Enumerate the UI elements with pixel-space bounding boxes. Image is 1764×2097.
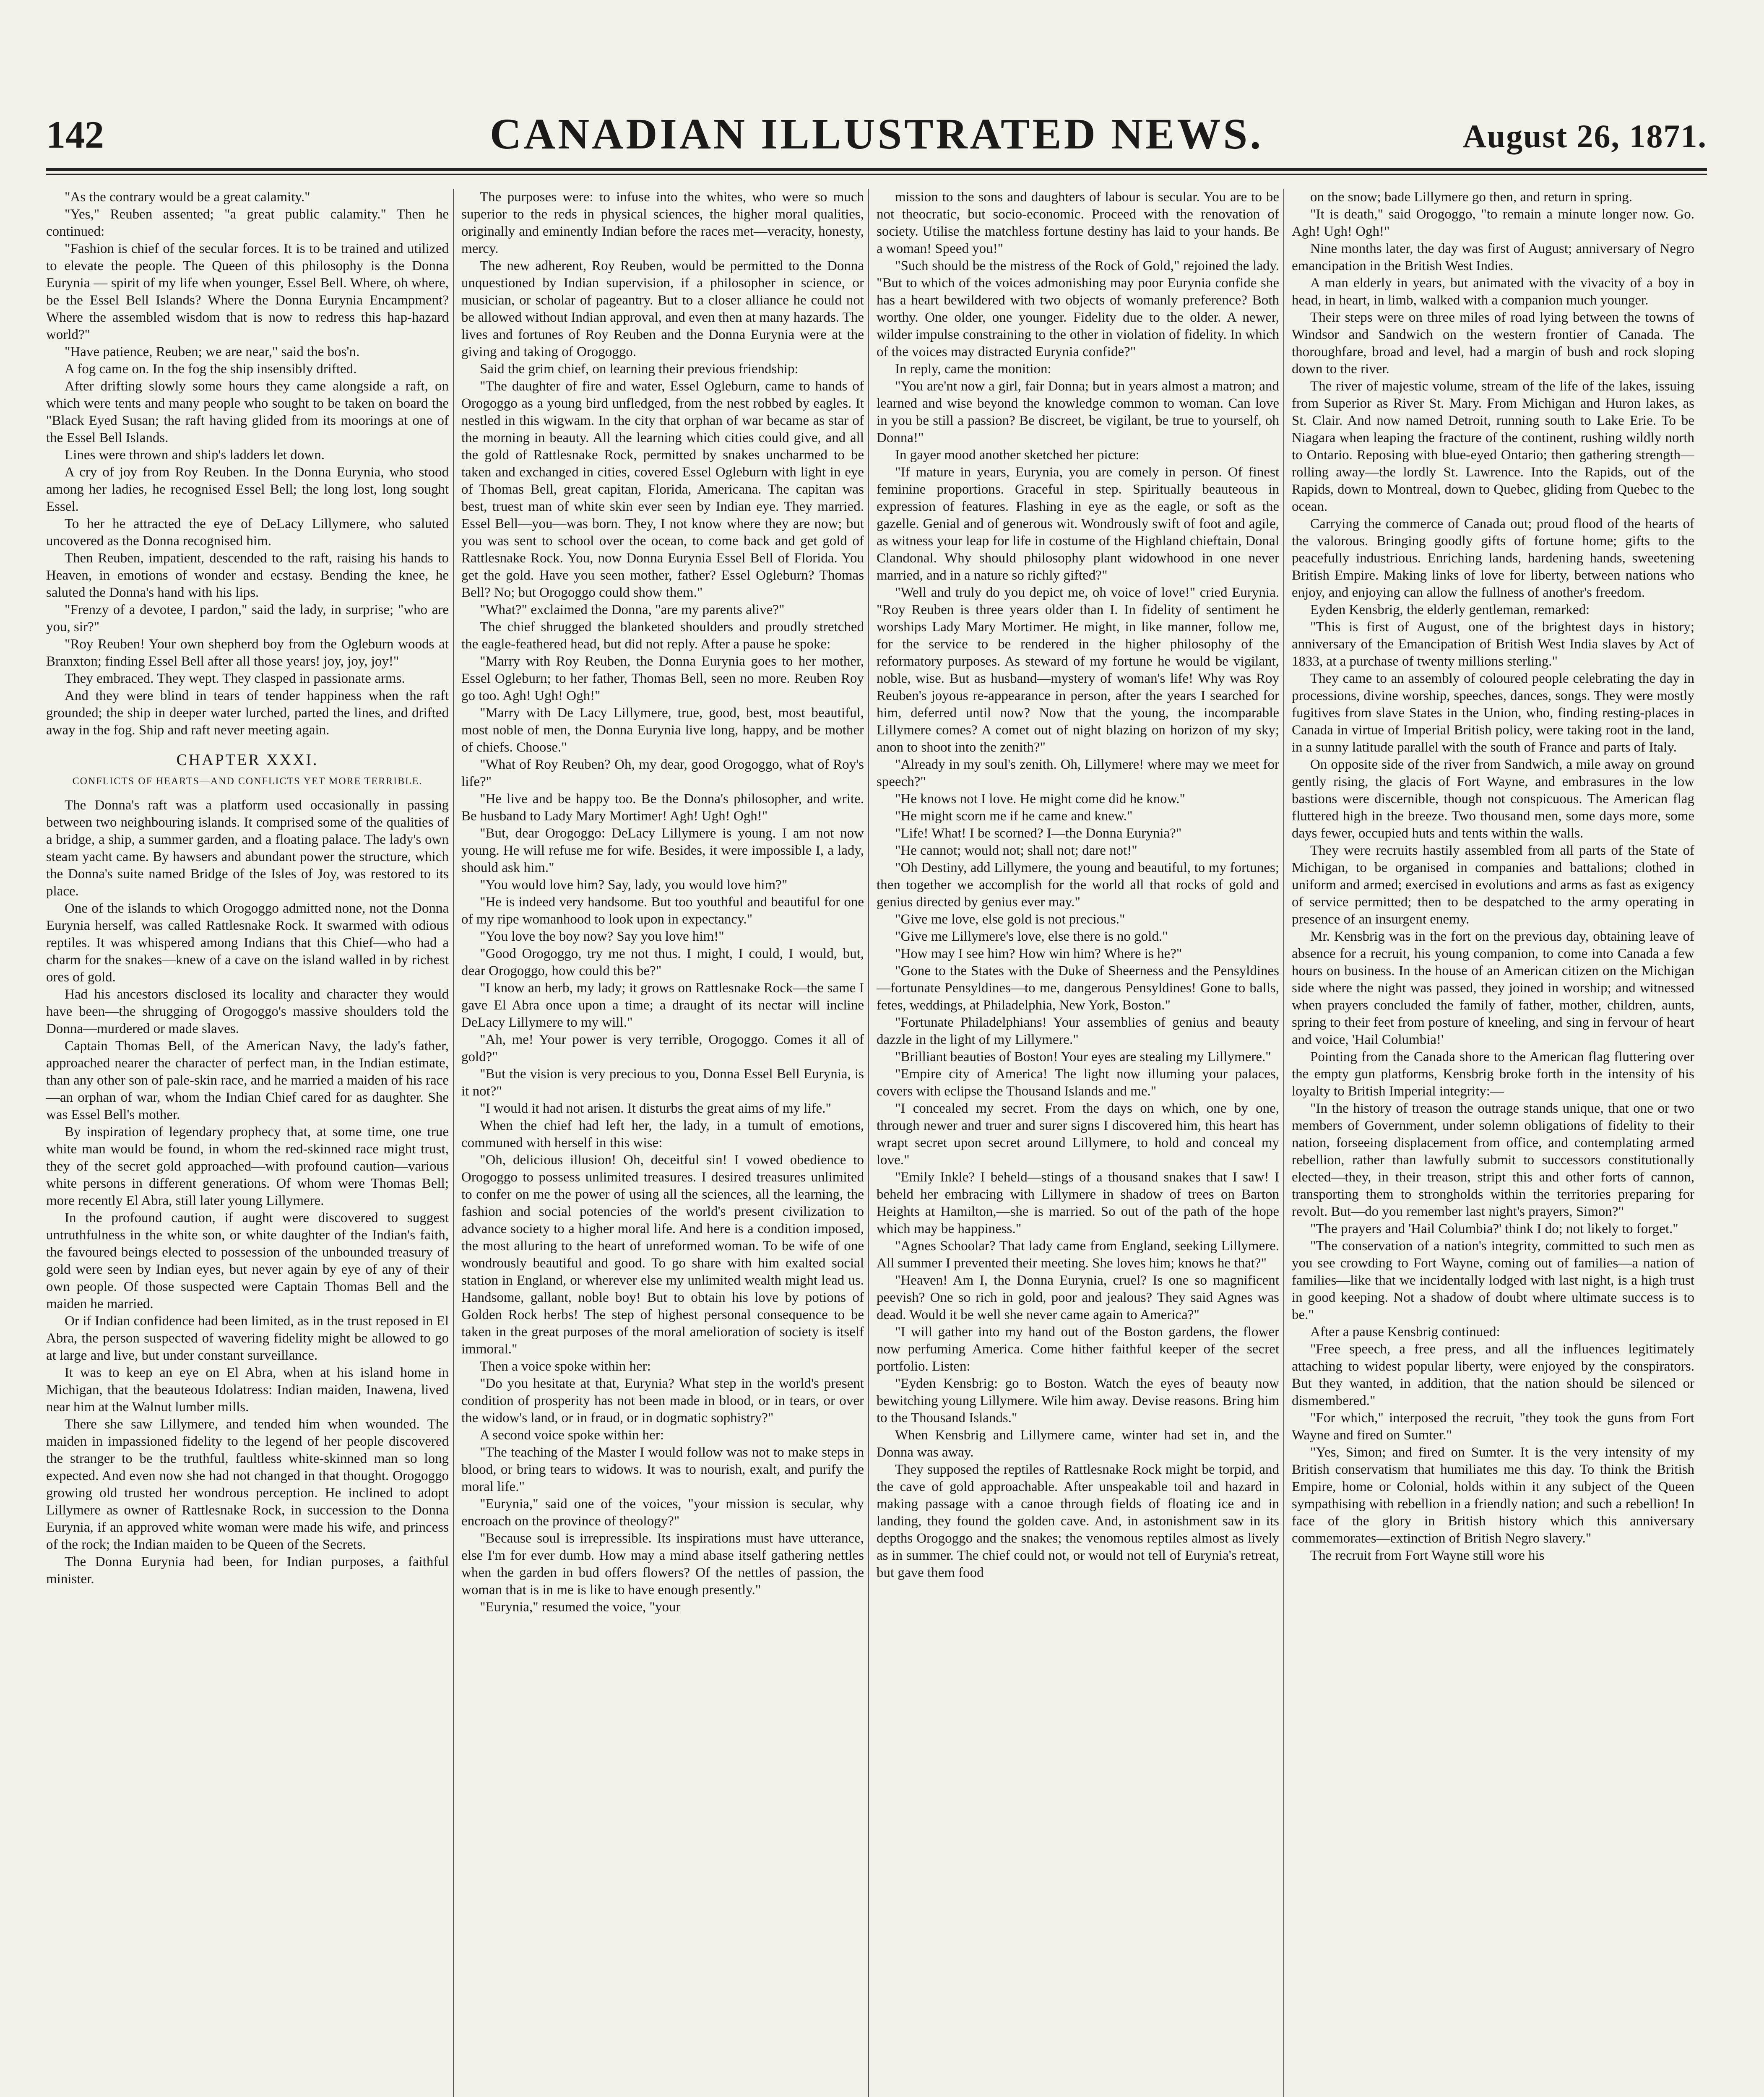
article-paragraph: "You would love him? Say, lady, you would love him?": [480, 877, 788, 892]
article-paragraph: "You love the boy now? Say you love him!": [480, 929, 724, 944]
article-paragraph: "Free speech, a free press, and all the influences legitimately attaching to widest popular liberty, were enjoyed by the conspirators. But they wanted, in addition, that the nation should be silenced or dismembered.": [1292, 1342, 1694, 1408]
article-paragraph: A cry of joy from Roy Reuben. In the Donna Eurynia, who stood among her ladies, he recognised Essel Bell; the long lost, long sought Essel.: [46, 465, 449, 514]
article-paragraph: "Oh Destiny, add Lillymere, the young and beautiful, to my fortunes; then together we accomplish for the world all that rocks of gold and genius directed by genius ever may.": [877, 860, 1279, 910]
article-paragraph: "Frenzy of a devotee, I pardon," said the lady, in surprise; "who are you, sir?": [46, 602, 449, 635]
article-paragraph: "Good Orogoggo, try me not thus. I might, I could, I would, but, dear Orogoggo, how could this be?": [461, 946, 864, 978]
article-paragraph: The Donna's raft was a platform used occasionally in passing between two neighbouring islands. It comprised some of the qualities of a bridge, a ship, a summer garden, and a floating palace. The lady's own steam yacht came. By hawsers and abundant power the structure, which the Donna's suite named Bridge of the Isles of Joy, was restored to its place.: [46, 798, 449, 899]
article-paragraph: mission to the sons and daughters of labour is secular. You are to be not theocratic, but socio-economic. Proceed with the renovation of society. Utilise the matchless fortune destiny has laid to your hands. Be a woman! Speed you!": [877, 190, 1279, 256]
article-paragraph: "Yes," Reuben assented; "a great public calamity." Then he continued:: [46, 207, 449, 239]
article-paragraph: "Marry with De Lacy Lillymere, true, good, best, most beautiful, most noble of men, the Donna Eurynia live long, happy, and be mother of chiefs. Choose.": [461, 705, 864, 755]
article-paragraph: When Kensbrig and Lillymere came, winter had set in, and the Donna was away.: [877, 1428, 1279, 1460]
article-paragraph: A man elderly in years, but animated with the vivacity of a boy in head, in heart, in limb, walked with a companion much younger.: [1292, 276, 1694, 308]
article-paragraph: After drifting slowly some hours they came alongside a raft, on which were tents and many people who sought to be taken on board the "Black Eyed Susan; the raft having glided from its moorings at one of the Essel Bell Islands.: [46, 379, 449, 445]
article-paragraph: A fog came on. In the fog the ship insensibly drifted.: [65, 362, 357, 377]
article-paragraph: "Heaven! Am I, the Donna Eurynia, cruel? Is one so magnificent peevish? One so rich in gold, poor and jealous? They said Agnes was dead. Would it be well she never came again to America?": [877, 1273, 1279, 1322]
article-paragraph: "Eyden Kensbrig: go to Boston. Watch the eyes of beauty now bewitching young Lillymere. Wile him away. Devise reasons. Bring him to the Thousand Islands.": [877, 1376, 1279, 1426]
article-paragraph: "You are'nt now a girl, fair Donna; but in years almost a matron; and learned and wise beyond the knowledge common to woman. Can love in you be still a passion? Be discreet, be vigilant, be true to yourself, oh Donna!": [877, 379, 1279, 445]
article-paragraph: "Emily Inkle? I beheld—stings of a thousand snakes that I saw! I beheld her embracing with Lillymere in shadow of trees on Barton Heights at Hamilton,—she is married. So out of the path of the hope which may be happiness.": [877, 1170, 1279, 1236]
article-paragraph: By inspiration of legendary prophecy that, at some time, one true white man would be found, in whom the red-skinned race might trust, they of the secret gold approached—with profound caution—various white persons in different generations. Of whom were Thomas Bell; more recently El Abra, still later young Lillymere.: [46, 1124, 449, 1208]
issue-date: August 26, 1871.: [1462, 118, 1707, 154]
article-paragraph: "He cannot; would not; shall not; dare not!": [895, 843, 1137, 858]
article-paragraph: "Eurynia," resumed the voice, "your: [480, 1600, 681, 1615]
article-paragraph: on the snow; bade Lillymere go then, and return in spring.: [1310, 190, 1632, 205]
article-paragraph: It was to keep an eye on El Abra, when at his island home in Michigan, that the beauteous Idolatress: Indian maiden, Inawena, lived near him at the Walnut lumber mills.: [46, 1365, 449, 1415]
article-paragraph: "Already in my soul's zenith. Oh, Lillymere! where may we meet for speech?": [877, 757, 1279, 789]
article-paragraph: "Give me Lillymere's love, else there is no gold.": [895, 929, 1168, 944]
article-paragraph: "Ah, me! Your power is very terrible, Orogoggo. Comes it all of gold?": [461, 1032, 864, 1064]
article-paragraph: "Marry with Roy Reuben, the Donna Eurynia goes to her mother, Essel Ogleburn; to her father, Thomas Bell, seen no more. Reuben Roy go too. Agh! Ugh! Ogh!": [461, 654, 864, 703]
article-paragraph: "I concealed my secret. From the days on which, one by one, through newer and truer and surer signs I discovered him, this heart has wrapt secret upon secret around Lillymere, to hold and conceal my love.": [877, 1101, 1279, 1168]
article-paragraph: "Empire city of America! The light now illuming your palaces, covers with eclipse the Thousand Islands and me.": [877, 1067, 1279, 1099]
article-paragraph: To her he attracted the eye of DeLacy Lillymere, who saluted uncovered as the Donna recognised him.: [46, 516, 449, 549]
article-paragraph: "But the vision is very precious to you, Donna Essel Bell Eurynia, is it not?": [461, 1067, 864, 1099]
article-paragraph: Said the grim chief, on learning their previous friendship:: [480, 362, 799, 377]
column-4-body: [1292, 189, 1694, 1564]
masthead-title: CANADIAN ILLUSTRATED NEWS.: [489, 110, 1264, 158]
article-paragraph: "Brilliant beauties of Boston! Your eyes are stealing my Lillymere.": [895, 1049, 1271, 1064]
article-paragraph: A second voice spoke within her:: [480, 1428, 664, 1443]
chapter-subheading: CONFLICTS OF HEARTS—AND CONFLICTS YET MORE TERRIBLE.: [72, 776, 423, 787]
article-paragraph: Pointing from the Canada shore to the American flag fluttering over the empty gun platforms, Kensbrig broke forth in the intensity of his loyalty to British Imperial integrity:—: [1292, 1049, 1694, 1099]
article-paragraph: "It is death," said Orogoggo, "to remain a minute longer now. Go. Agh! Ugh! Ogh!": [1292, 207, 1694, 239]
article-paragraph: They supposed the reptiles of Rattlesnake Rock might be torpid, and the cave of gold approachable. After unspeakable toil and hazard in making passage with a canoe through fields of floating ice and in landing, they found the golden cave. And, in astonishment saw in its depths Orogoggo and the snakes; the venomous reptiles almost as lively as in summer. The chief could not, or would not tell of Eurynia's retreat, but gave them food: [877, 1462, 1279, 1580]
article-paragraph: The chief shrugged the blanketed shoulders and proudly stretched the eagle-feathered head, but did not reply. After a pause he spoke:: [461, 619, 864, 652]
article-paragraph: The purposes were: to infuse into the whites, who were so much superior to the reds in physical sciences, the higher moral qualities, originally and eminently Indian before the races met—veracity, honesty, mercy.: [461, 190, 864, 256]
article-paragraph: Then Reuben, impatient, descended to the raft, raising his hands to Heaven, in emotions of wonder and ecstasy. Bending the knee, he saluted the Donna's hand with his lips.: [46, 551, 449, 600]
article-paragraph: In gayer mood another sketched her picture:: [895, 447, 1140, 463]
article-paragraph: "For which," interposed the recruit, "they took the guns from Fort Wayne and fired on Sumter.": [1292, 1410, 1694, 1443]
article-paragraph: "This is first of August, one of the brightest days in history; anniversary of the Emancipation of British West India slaves by Act of 1833, at a purchase of twenty millions sterling.": [1292, 619, 1694, 669]
article-paragraph: The new adherent, Roy Reuben, would be permitted to the Donna unquestioned by Indian supervision, if a philosopher in science, or musician, or scholar of pageantry. But to a closer alliance he could not be allowed without Indian approval, and even then at many hazards. The lives and fortunes of Roy Reuben and the Donna Eurynia were at the giving and taking of Orogoggo.: [461, 258, 864, 359]
article-paragraph: "The daughter of fire and water, Essel Ogleburn, came to hands of Orogoggo as a young bird unfledged, from the nest robbed by eagles. It nestled in this wigwam. In the city that orphan of war became as star of the morning in beauty. All the learning which cities could give, and all the gold of Rattlesnake Rock, permitted by snakes uncharmed to be taken and exchanged in cities, covered Essel Ogleburn with light in eye of Thomas Bell, great capitan, Florida, Americana. The capitan was best, truest man of white skin ever seen by Indian eye. They married. Essel Bell—you—was born. They, I not know where they are now; but you was sent to school over the ocean, to come back and get gold of Rattlesnake Rock. You, now Donna Eurynia Essel Bell of Florida. You get the gold. Have you seen mother, father? Essel Ogleburn? Thomas Bell? No; but Orogoggo could show them.": [461, 379, 864, 600]
article-paragraph: "As the contrary would be a great calamity.": [65, 190, 310, 205]
article-paragraph: They embraced. They wept. They clasped in passionate arms.: [65, 671, 405, 686]
column-2-body: [461, 189, 864, 1616]
article-paragraph: "I know an herb, my lady; it grows on Rattlesnake Rock—the same I gave El Abra once upon a time; a draught of its nectar will incline DeLacy Lillymere to my will.": [461, 981, 864, 1030]
article-paragraph: The river of majestic volume, stream of the life of the lakes, issuing from Superior as River St. Mary. From Michigan and Huron lakes, as St. Clair. And now named Detroit, running south to Lake Erie. To be Niagara when leaping the fracture of the continent, rushing wildly north to Ontario. Reposing with blue-eyed Ontario; then gathering strength—rolling away—the lordly St. Lawrence. Into the Rapids, out of the Rapids, down to Montreal, down to Quebec, gliding from Quebec to the ocean.: [1292, 379, 1694, 514]
article-paragraph: They were recruits hastily assembled from all parts of the State of Michigan, to be organised in companies and battalions; clothed in uniform and armed; exercised in evolutions and arms as fast as exigency of service permitted; then to be despatched to the army operating in presence of an insurgent enemy.: [1292, 843, 1694, 927]
article-paragraph: "I will gather into my hand out of the Boston gardens, the flower now perfuming America. Come hither faithful keeper of the secret portfolio. Listen:: [877, 1324, 1279, 1374]
article-paragraph: "Because soul is irrepressible. Its inspirations must have utterance, else I'm for ever dumb. How may a mind abase itself gathering nettles when the garden in bud offers flowers? Of the nettles of passion, the woman that is in me is like to have enough presently.": [461, 1531, 864, 1597]
article-paragraph: "Eurynia," said one of the voices, "your mission is secular, why encroach on the province of theology?": [461, 1496, 864, 1529]
column-1-body-continued: [46, 797, 449, 1588]
article-paragraph: Then a voice spoke within her:: [480, 1359, 651, 1374]
article-paragraph: And they were blind in tears of tender happiness when the raft grounded; the ship in deeper water lurched, parted the lines, and drifted away in the fog. Ship and raft never meeting again.: [46, 688, 449, 738]
article-paragraph: "He knows not I love. He might come did he know.": [895, 791, 1186, 807]
article-paragraph: "Agnes Schoolar? That lady came from England, seeking Lillymere. All summer I prevented their meeting. She loves him; knows he that?": [877, 1238, 1279, 1271]
article-paragraph: "Yes, Simon; and fired on Sumter. It is the very intensity of my British conservatism that humiliates me this day. To think the British Empire, home or Colonial, holds within it any subject of the Queen sympathising with rebellion in a friendly nation; and such a rebellion! In face of the glory in British history which this anniversary commemorates—extinction of British Negro slavery.": [1292, 1445, 1694, 1546]
article-paragraph: "Oh, delicious illusion! Oh, deceitful sin! I vowed obedience to Orogoggo to possess unlimited treasures. I desired treasures unlimited to confer on me the power of using all the sciences, all the learning, the fashion and social potencies of the world's present civilization to advance society to a higher moral life. And here is a condition imposed, the most alluring to the heart of unreformed woman. To be wife of one wondrously beautiful and good. To go share with him exalted social station in England, or wherever else my unlimited wealth might lead us. Handsome, gallant, noble boy! But to obtain his love by potions of Golden Rock herbs! The step of highest personal consequence to be taken in the great purposes of the moral amelioration of society is itself immoral.": [461, 1153, 864, 1357]
article-paragraph: "Fashion is chief of the secular forces. It is to be trained and utilized to elevate the people. The Queen of this philosophy is the Donna Eurynia — spirit of my life when younger, Essel Bell. Where, oh where, be the Essel Bell Islands? Where the Donna Eurynia Encampment? Where the assembled wisdom that is now to redress this hap-hazard world?": [46, 241, 449, 342]
article-paragraph: Their steps were on three miles of road lying between the towns of Windsor and Sandwich on the western frontier of Canada. The thoroughfare, broad and level, had a margin of bush and rock sloping down to the river.: [1292, 310, 1694, 377]
article-paragraph: "Gone to the States with the Duke of Sheerness and the Pensyldines—fortunate Pensyldines—to me, dangerous Pensyldines! Gone to balls, fetes, weddings, at Philadelphia, New York, Boston.": [877, 963, 1279, 1013]
article-paragraph: "I would it had not arisen. It disturbs the great aims of my life.": [480, 1101, 832, 1116]
article-paragraph: "He live and be happy too. Be the Donna's philosopher, and write. Be husband to Lady Mary Mortimer! Agh! Ugh! Ogh!": [461, 791, 864, 824]
article-paragraph: On opposite side of the river from Sandwich, a mile away on ground gently rising, the glacis of Fort Wayne, and embrasures in the low bastions were discernible, though not conspicuous. The American flag fluttered high in the breeze. Two thousand men, some days more, some days fewer, occupied huts and tents within the walls.: [1292, 757, 1694, 841]
article-paragraph: "Such should be the mistress of the Rock of Gold," rejoined the lady. "But to which of the voices admonishing may poor Eurynia confide she has a heart bewildered with two objects of womanly preference? Both worthy. One older, one younger. Fidelity due to the older. A newer, wilder impulse constraining to the other in violation of fidelity. In which of the voices may distracted Eurynia confide?": [877, 258, 1279, 359]
article-paragraph: Mr. Kensbrig was in the fort on the previous day, obtaining leave of absence for a recruit, his young companion, to come into Canada a few hours on business. In the house of an American citizen on the Michigan side where the night was passed, they joined in worship; and witnessed when prayers concluded the family of father, mother, children, aunts, spring to their feet from posture of kneeling, and sing in fervour of heart and voice, 'Hail Columbia!': [1292, 929, 1694, 1047]
article-paragraph: Had his ancestors disclosed its locality and character they would have been—the shrugging of Orogoggo's massive shoulders told the Donna—murdered or made slaves.: [46, 987, 449, 1036]
article-paragraph: "The prayers and 'Hail Columbia?' think I do; not likely to forget.": [1310, 1221, 1678, 1236]
column-1: [46, 189, 449, 2097]
article-paragraph: "But, dear Orogoggo: DeLacy Lillymere is young. I am not now young. He will refuse me for wife. Besides, it were impossible I, a lady, should ask him.": [461, 826, 864, 875]
article-paragraph: "He might scorn me if he came and knew.": [895, 809, 1133, 824]
column-3: [877, 189, 1279, 2097]
article-paragraph: "The teaching of the Master I would follow was not to make steps in blood, or bring tears to widows. It was to nourish, exalt, and purify the moral life.": [461, 1445, 864, 1494]
article-paragraph: After a pause Kensbrig continued:: [1310, 1324, 1500, 1340]
article-paragraph: Or if Indian confidence had been limited, as in the trust reposed in El Abra, the person suspected of wavering fidelity might be allowed to go at large and live, but under constant surveillance.: [46, 1314, 449, 1363]
article-paragraph: "Do you hesitate at that, Eurynia? What step in the world's present condition of prosperity has not been made in blood, or in tears, or over the widow's land, or in fraud, or in dogmatic sophistry?": [461, 1376, 864, 1426]
article-paragraph: "Give me love, else gold is not precious.": [895, 912, 1125, 927]
article-paragraph: "What?" exclaimed the Donna, "are my parents alive?": [480, 602, 785, 617]
article-paragraph: Captain Thomas Bell, of the American Navy, the lady's father, approached nearer the character of perfect man, in the Indian estimate, than any other son of pale-skin race, and he married a maiden of his race—an orphan of war, whom the Indian Chief cared for as daughter. She was Essel Bell's mother.: [46, 1038, 449, 1122]
article-paragraph: Eyden Kensbrig, the elderly gentleman, remarked:: [1310, 602, 1590, 617]
article-paragraph: "Well and truly do you depict me, oh voice of love!" cried Eurynia. "Roy Reuben is three years older than I. In fidelity of sentiment he worships Lady Mary Mortimer. He might, in like manner, follow me, for the service to be rendered in the higher philosophy of the reformatory purposes. As steward of my fortune he would be vigilant, noble, wise. But as husband—mystery of woman's life! Why was Roy Reuben's joyous re-appearance in person, after the years I searched for him, deferred until now? Now that the young, the incomparable Lillymere comes? A comet out of night blazing on horizon of my sky; anon to shoot into the zenith?": [877, 585, 1279, 755]
article-paragraph: In reply, came the monition:: [895, 362, 1051, 377]
column-2: [461, 189, 864, 2097]
column-separator: [868, 189, 869, 2097]
article-paragraph: "The conservation of a nation's integrity, committed to such men as you see crowding to Fort Wayne, coming out of families—a nation of families—like that we incidentally lodged with last night, is a high trust in good keeping. Not a shadow of doubt where ultimate success is to be.": [1292, 1238, 1694, 1322]
article-paragraph: One of the islands to which Orogoggo admitted none, not the Donna Eurynia herself, was called Rattlesnake Rock. It swarmed with odious reptiles. It was whispered among Indians that this Chief—who had a charm for the snakes—knew of a cave on the island walled in by richest ores of gold.: [46, 901, 449, 985]
article-paragraph: In the profound caution, if aught were discovered to suggest untruthfulness in the white son, or white daughter of the Indian's faith, the favoured beings elected to possession of the unbounded treasury of gold were seen by Indian eyes, but never again by eye of any of their own people. Of those suspected were Captain Thomas Bell and the maiden he married.: [46, 1210, 449, 1311]
article-paragraph: Carrying the commerce of Canada out; proud flood of the hearts of the valorous. Bringing goodly gifts of fortune home; gifts to the peacefully industrious. Enriching lands, hardening hands, sweetening British Empire. Making links of love for liberty, between nations who enjoy, and enjoying can allow the fullness of another's freedom.: [1292, 516, 1694, 600]
article-paragraph: "How may I see him? How win him? Where is he?": [895, 946, 1182, 961]
article-paragraph: They came to an assembly of coloured people celebrating the day in processions, divine worship, speeches, dances, songs. They were mostly fugitives from slave States in the Union, who, finding resting-places in Canada in virtue of Imperial British policy, were taking root in the land, in a sunny latitude parallel with the south of France and parts of Italy.: [1292, 671, 1694, 755]
article-paragraph: There she saw Lillymere, and tended him when wounded. The maiden in impassioned fidelity to the legend of her people discovered the stranger to be the truthful, faultless white-skinned man so long expected. And even now she had not changed in that thought. Orogoggo growing old trusted her wondrous perception. He inclined to adopt Lillymere as owner of Rattlesnake Rock, in succession to the Donna Eurynia, if an approved white woman were made his wife, and princess of the rock; the Indian maiden to be Queen of the Secrets.: [46, 1417, 449, 1552]
article-paragraph: "Have patience, Reuben; we are near," said the bos'n.: [65, 344, 360, 359]
article-paragraph: "Fortunate Philadelphians! Your assemblies of genius and beauty dazzle in the light of my Lillymere.": [877, 1015, 1279, 1047]
column-separator: [1283, 189, 1284, 2097]
article-paragraph: "Roy Reuben! Your own shepherd boy from the Ogleburn woods at Branxton; finding Essel Bell after all those years! joy, joy, joy!": [46, 637, 449, 669]
article-paragraph: "What of Roy Reuben? Oh, my dear, good Orogoggo, what of Roy's life?": [461, 757, 864, 789]
article-paragraph: "If mature in years, Eurynia, you are comely in person. Of finest feminine proportions. Graceful in step. Spiritually beauteous in expression of features. Flashing in eye as the eagle, or soft as the gazelle. Genial and of generous wit. Wondrously swift of foot and agile, as witness your leap for life in costume of the Highland chieftain, Donal Clandonal. Why should philosophy plant widowhood in one never married, and in a nature so richly gifted?": [877, 465, 1279, 583]
article-paragraph: When the chief had left her, the lady, in a tumult of emotions, communed with herself in this wise:: [461, 1118, 864, 1150]
article-paragraph: The Donna Eurynia had been, for Indian purposes, a faithful minister.: [46, 1554, 449, 1587]
article-paragraph: Nine months later, the day was first of August; anniversary of Negro emancipation in the British West Indies.: [1292, 241, 1694, 273]
page-header: [46, 105, 1707, 158]
chapter-heading: CHAPTER XXXI.: [176, 751, 319, 769]
article-paragraph: "In the history of treason the outrage stands unique, that one or two members of Government, under solemn obligations of fidelity to their nation, forseeing displacement from office, and contemplating armed rebellion, rather than lawfully submit to successors constitutionally elected—they, in their treason, stript this and other forts of cannon, transporting them to strongholds within the territories preparing for revolt. But—do you remember last night's prayers, Simon?": [1292, 1101, 1694, 1219]
page-number: 142: [46, 113, 104, 156]
column-4: [1292, 189, 1694, 2097]
article-paragraph: The recruit from Fort Wayne still wore his: [1310, 1548, 1545, 1563]
column-separator: [453, 189, 454, 2097]
header-rule-thin: [46, 174, 1707, 175]
header-rule: [46, 168, 1707, 171]
column-3-body: [877, 189, 1279, 1582]
article-paragraph: "Life! What! I be scorned? I—the Donna Eurynia?": [895, 826, 1182, 841]
column-1-body: [46, 189, 449, 739]
article-paragraph: Lines were thrown and ship's ladders let down.: [65, 447, 325, 463]
article-paragraph: "He is indeed very handsome. But too youthful and beautiful for one of my ripe womanhood to look upon in expectancy.": [461, 895, 864, 927]
